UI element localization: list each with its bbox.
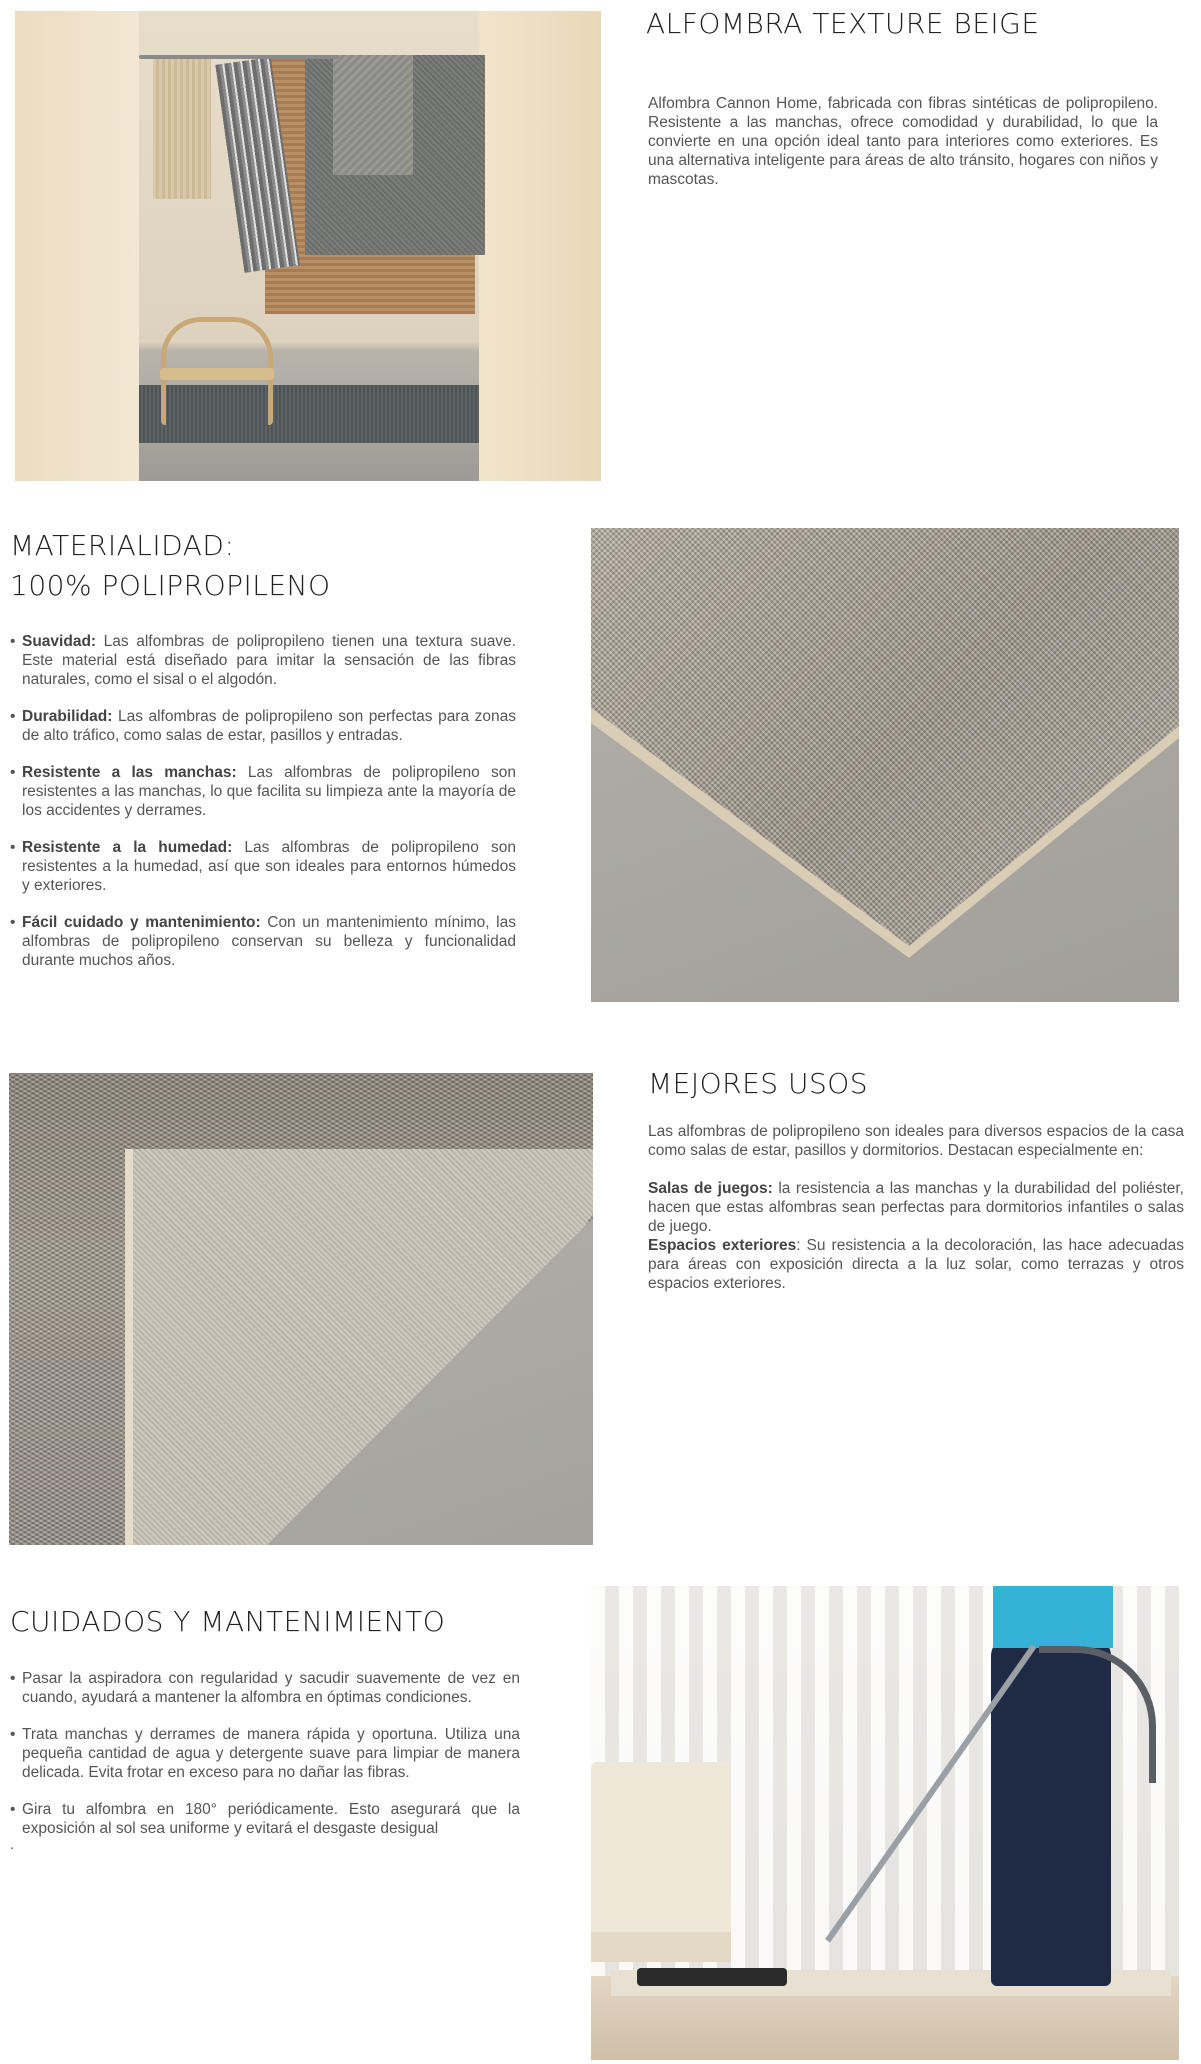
vacuum-cleaning-photo	[591, 1586, 1179, 2060]
usos-item	[648, 1236, 1184, 1293]
rug-backing-photo	[9, 1073, 593, 1545]
usos-intro: Las alfombras de polipropileno son ideales para diversos espacios de la casa como salas de estar, pasillos y dormitorios. Destacan especialmente en:	[648, 1123, 1184, 1159]
usos-item-label: Espacios exteriores	[648, 1237, 797, 1254]
usos-content	[648, 1122, 1184, 1293]
usos-item-text: la resistencia a las manchas y la durabilidad del poliéster, hacen que estas alfombras sean perfectas para dormitorios infantiles o salas de juego.	[648, 1180, 1184, 1235]
item-text: Con un mantenimiento mínimo, las alfombras de polipropileno conservan su belleza y funcionalidad durante muchos años.	[22, 914, 516, 969]
list-item	[10, 707, 516, 745]
list-item: • Gira tu alfombra en 180° periódicamente. Esto asegurará que la exposición al sol sea uniforme y evitará el desgaste desigual	[10, 1800, 520, 1838]
item-label: Durabilidad:	[22, 708, 113, 725]
usos-title: MEJORES USOS	[648, 1067, 869, 1100]
materialidad-title	[10, 526, 331, 606]
list-item	[10, 632, 516, 689]
list-item	[10, 763, 516, 820]
item-label: Fácil cuidado y mantenimiento:	[22, 914, 261, 931]
materialidad-title-line1: MATERIALIDAD:	[10, 529, 235, 562]
item-text: Las alfombras de polipropileno son resistentes a las manchas, lo que facilita su limpieza ante la mayoría de los accidentes y derrames.	[22, 764, 516, 819]
item-text: Las alfombras de polipropileno son resistentes a la humedad, así que son ideales para entornos húmedos y exteriores.	[22, 839, 516, 894]
room-rugs-photo	[15, 11, 601, 481]
list-item	[10, 913, 516, 970]
usos-item-text: : Su resistencia a la decoloración, las hace adecuadas para áreas con exposición directa a la luz solar, como terrazas y otros espacios exteriores.	[648, 1237, 1184, 1292]
usos-item	[648, 1179, 1184, 1236]
list-item	[10, 838, 516, 895]
usos-item-label: Salas de juegos:	[648, 1180, 773, 1197]
cuidados-list	[10, 1669, 520, 1838]
product-description: Alfombra Cannon Home, fabricada con fibras sintéticas de polipropileno. Resistente a las manchas, ofrece comodidad y durabilidad, lo que la convierte en una opción ideal tanto para interiores como exteriores. Es una alternativa inteligente para áreas de alto tránsito, hogares con niños y mascotas.	[648, 95, 1158, 188]
rug-texture-photo	[591, 528, 1179, 1002]
list-item: • Trata manchas y derrames de manera rápida y oportuna. Utiliza una pequeña cantidad de agua y detergente suave para limpiar de manera delicada. Evita frotar en exceso para no dañar las fibras.	[10, 1725, 520, 1782]
item-label: Resistente a la humedad:	[22, 839, 233, 856]
item-text: Las alfombras de polipropileno son perfectas para zonas de alto tráfico, como salas de estar, pasillos y entradas.	[22, 708, 516, 744]
cuidados-title: CUIDADOS Y MANTENIMIENTO	[10, 1605, 446, 1638]
materialidad-list	[10, 632, 516, 988]
cuidados-trailing-dot: .	[10, 1836, 15, 1853]
item-text: Las alfombras de polipropileno tienen una textura suave. Este material está diseñado para imitar la sensación de las fibras naturales, como el sisal o el algodón.	[22, 633, 516, 688]
materialidad-title-line2: 100% POLIPROPILENO	[10, 569, 331, 602]
product-title: ALFOMBRA TEXTURE BEIGE	[646, 7, 1040, 40]
item-label: Suavidad:	[22, 633, 97, 650]
list-item: • Pasar la aspiradora con regularidad y sacudir suavemente de vez en cuando, ayudará a mantener la alfombra en óptimas condiciones.	[10, 1669, 520, 1707]
item-label: Resistente a las manchas:	[22, 764, 237, 781]
